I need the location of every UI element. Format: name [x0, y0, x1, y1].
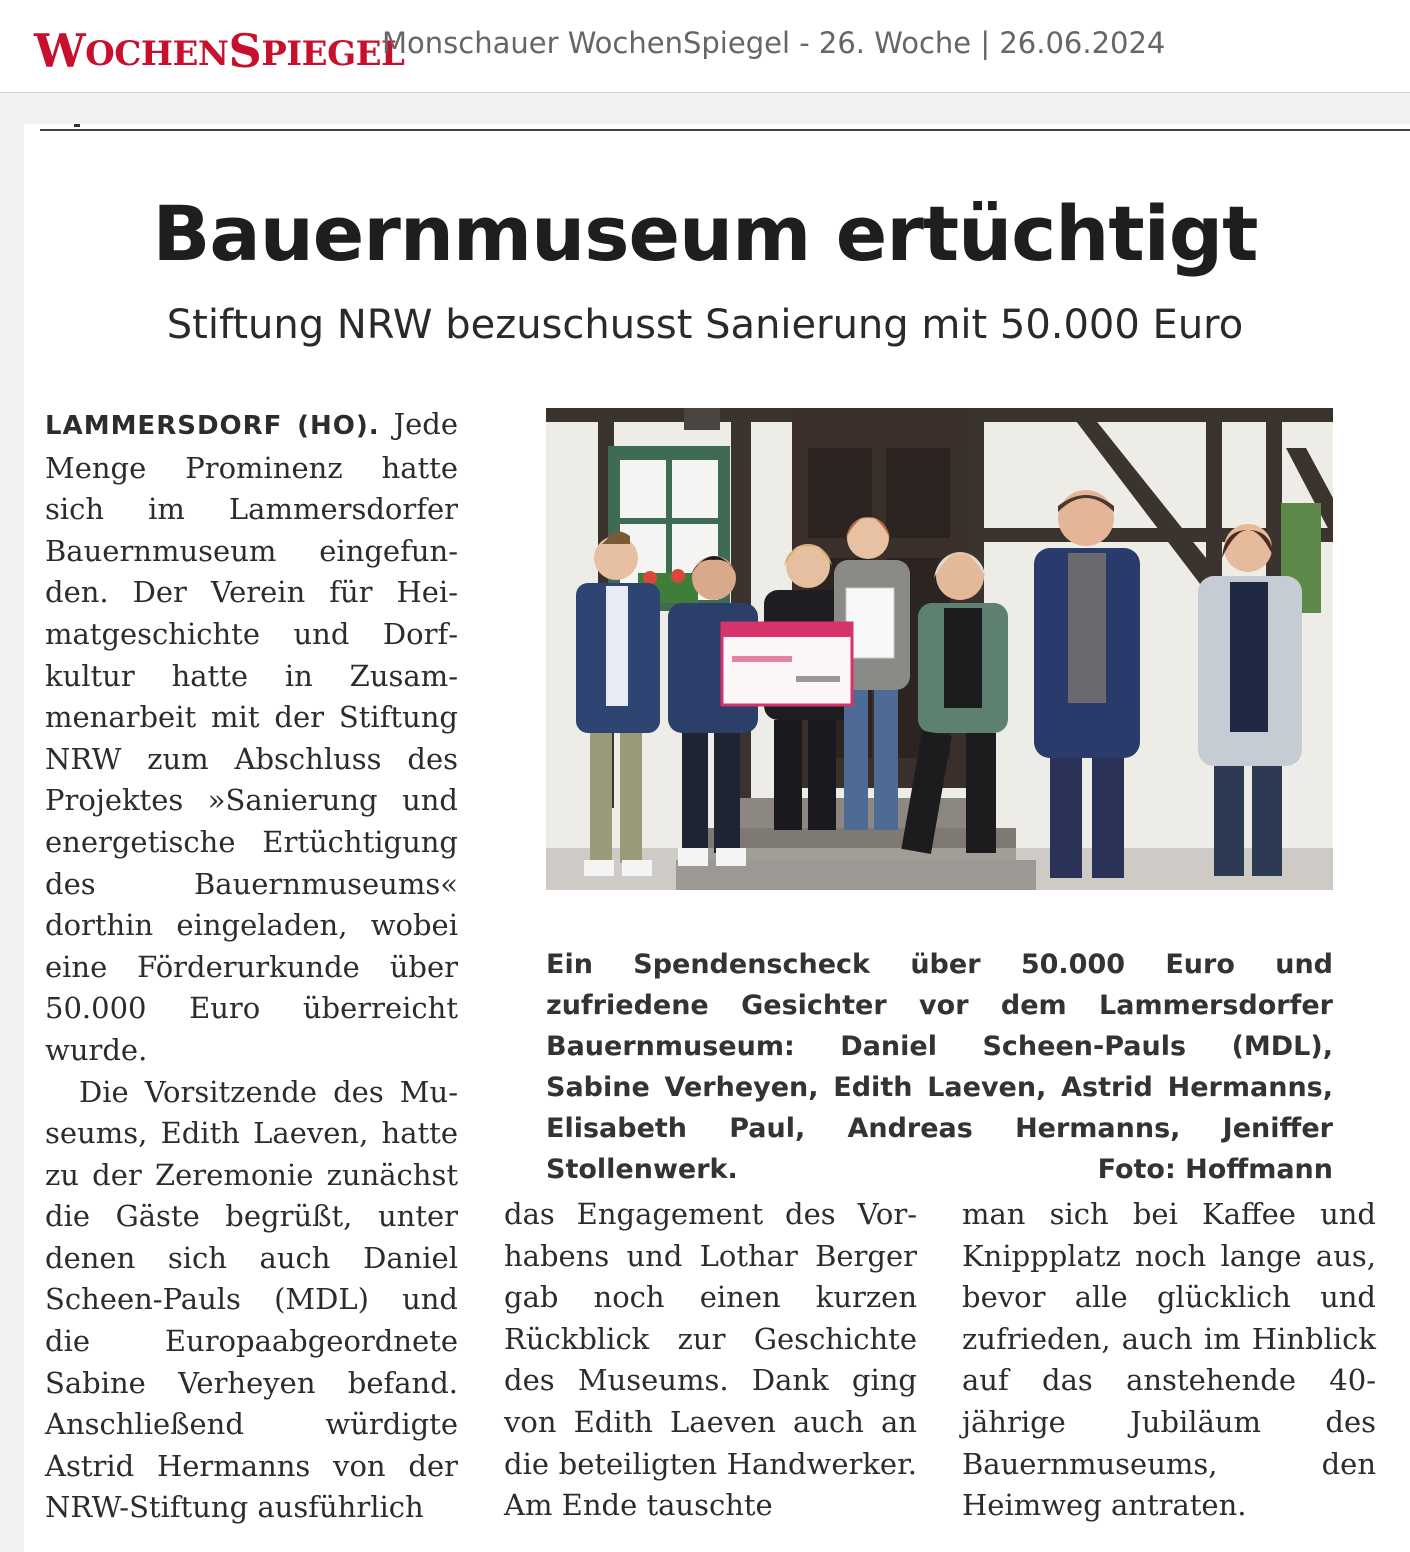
paragraph-1 [45, 404, 458, 1072]
headline: Bauernmuseum ertüchtigt [152, 189, 1258, 278]
subheadline: Stiftung NRW bezuschusst Sanierung mit 50.000 Euro [166, 302, 1244, 348]
rule-mark [74, 124, 80, 127]
article-photo [546, 408, 1333, 890]
photo-illustration [546, 408, 1333, 890]
paragraph-1-text: Jede Menge Prominenz hatte sich im Lammersdorfer Bauernmuseum eingefunden. Der Verein für Heimatgeschichte und Dorfkultur hatte in Zusammenarbeit mit der Stiftung NRW zum Abschluss des Projektes »Sanierung und energetische Ertüchtigung des Bauernmuseums« dorthin eingeladen, wobei eine Förderurkunde über 50.000 Euro überreicht wurde. [45, 407, 459, 1067]
paragraph-3: das Engagement des Vorhabens und Lothar Berger gab noch einen kurzen Rückblick zur Geschichte des Museums. Dank ging von Edith Laeven auch an die beteiligten Handwerker. Am Ende tauschte [504, 1197, 917, 1523]
paragraph-2: Die Vorsitzende des Museums, Edith Laeven, hatte zu der Zeremonie zunächst die Gäste begrüßt, unter denen sich auch Daniel Scheen-Pauls (MDL) und die Europaabgeordnete Sabine Verheyen befand. Anschließend würdigte Astrid Hermanns von der NRW-Stiftung ausführlich [45, 1074, 458, 1525]
photo-caption [546, 944, 1333, 1190]
issue-title: Monschauer WochenSpiegel - 26. Woche | 26.06.2024 [382, 26, 1166, 60]
top-header [0, 0, 1410, 93]
wochenspiegel-logo[interactable]: W OCHEN S PIEGEL [34, 24, 405, 78]
photo-credit: Foto: Hoffmann [1097, 1154, 1333, 1185]
dateline: LAMMERSDORF (HO). [45, 411, 380, 441]
article-column-2 [504, 1194, 917, 1527]
article-column-3 [962, 1194, 1376, 1527]
caption-text: Ein Spendenscheck über 50.000 Euro und zufriedene Gesichter vor dem Lammersdorfer Bauernmuseum: Daniel Scheen-Pauls (MDL), Sabine Verheyen, Edith Laeven, Astrid Hermanns, Elisabeth Paul, Andreas Hermanns, Jeniffer Stollenwerk. [546, 949, 1333, 1185]
top-rule [40, 129, 1410, 131]
article-column-1 [45, 404, 458, 1529]
paragraph-4: man sich bei Kaffee und Knippplatz noch lange aus, bevor alle glücklich und zufrieden, auch im Hinblick auf das anstehende 40-jährige Jubiläum des Bauernmuseums, den Heimweg antraten. [962, 1197, 1376, 1523]
